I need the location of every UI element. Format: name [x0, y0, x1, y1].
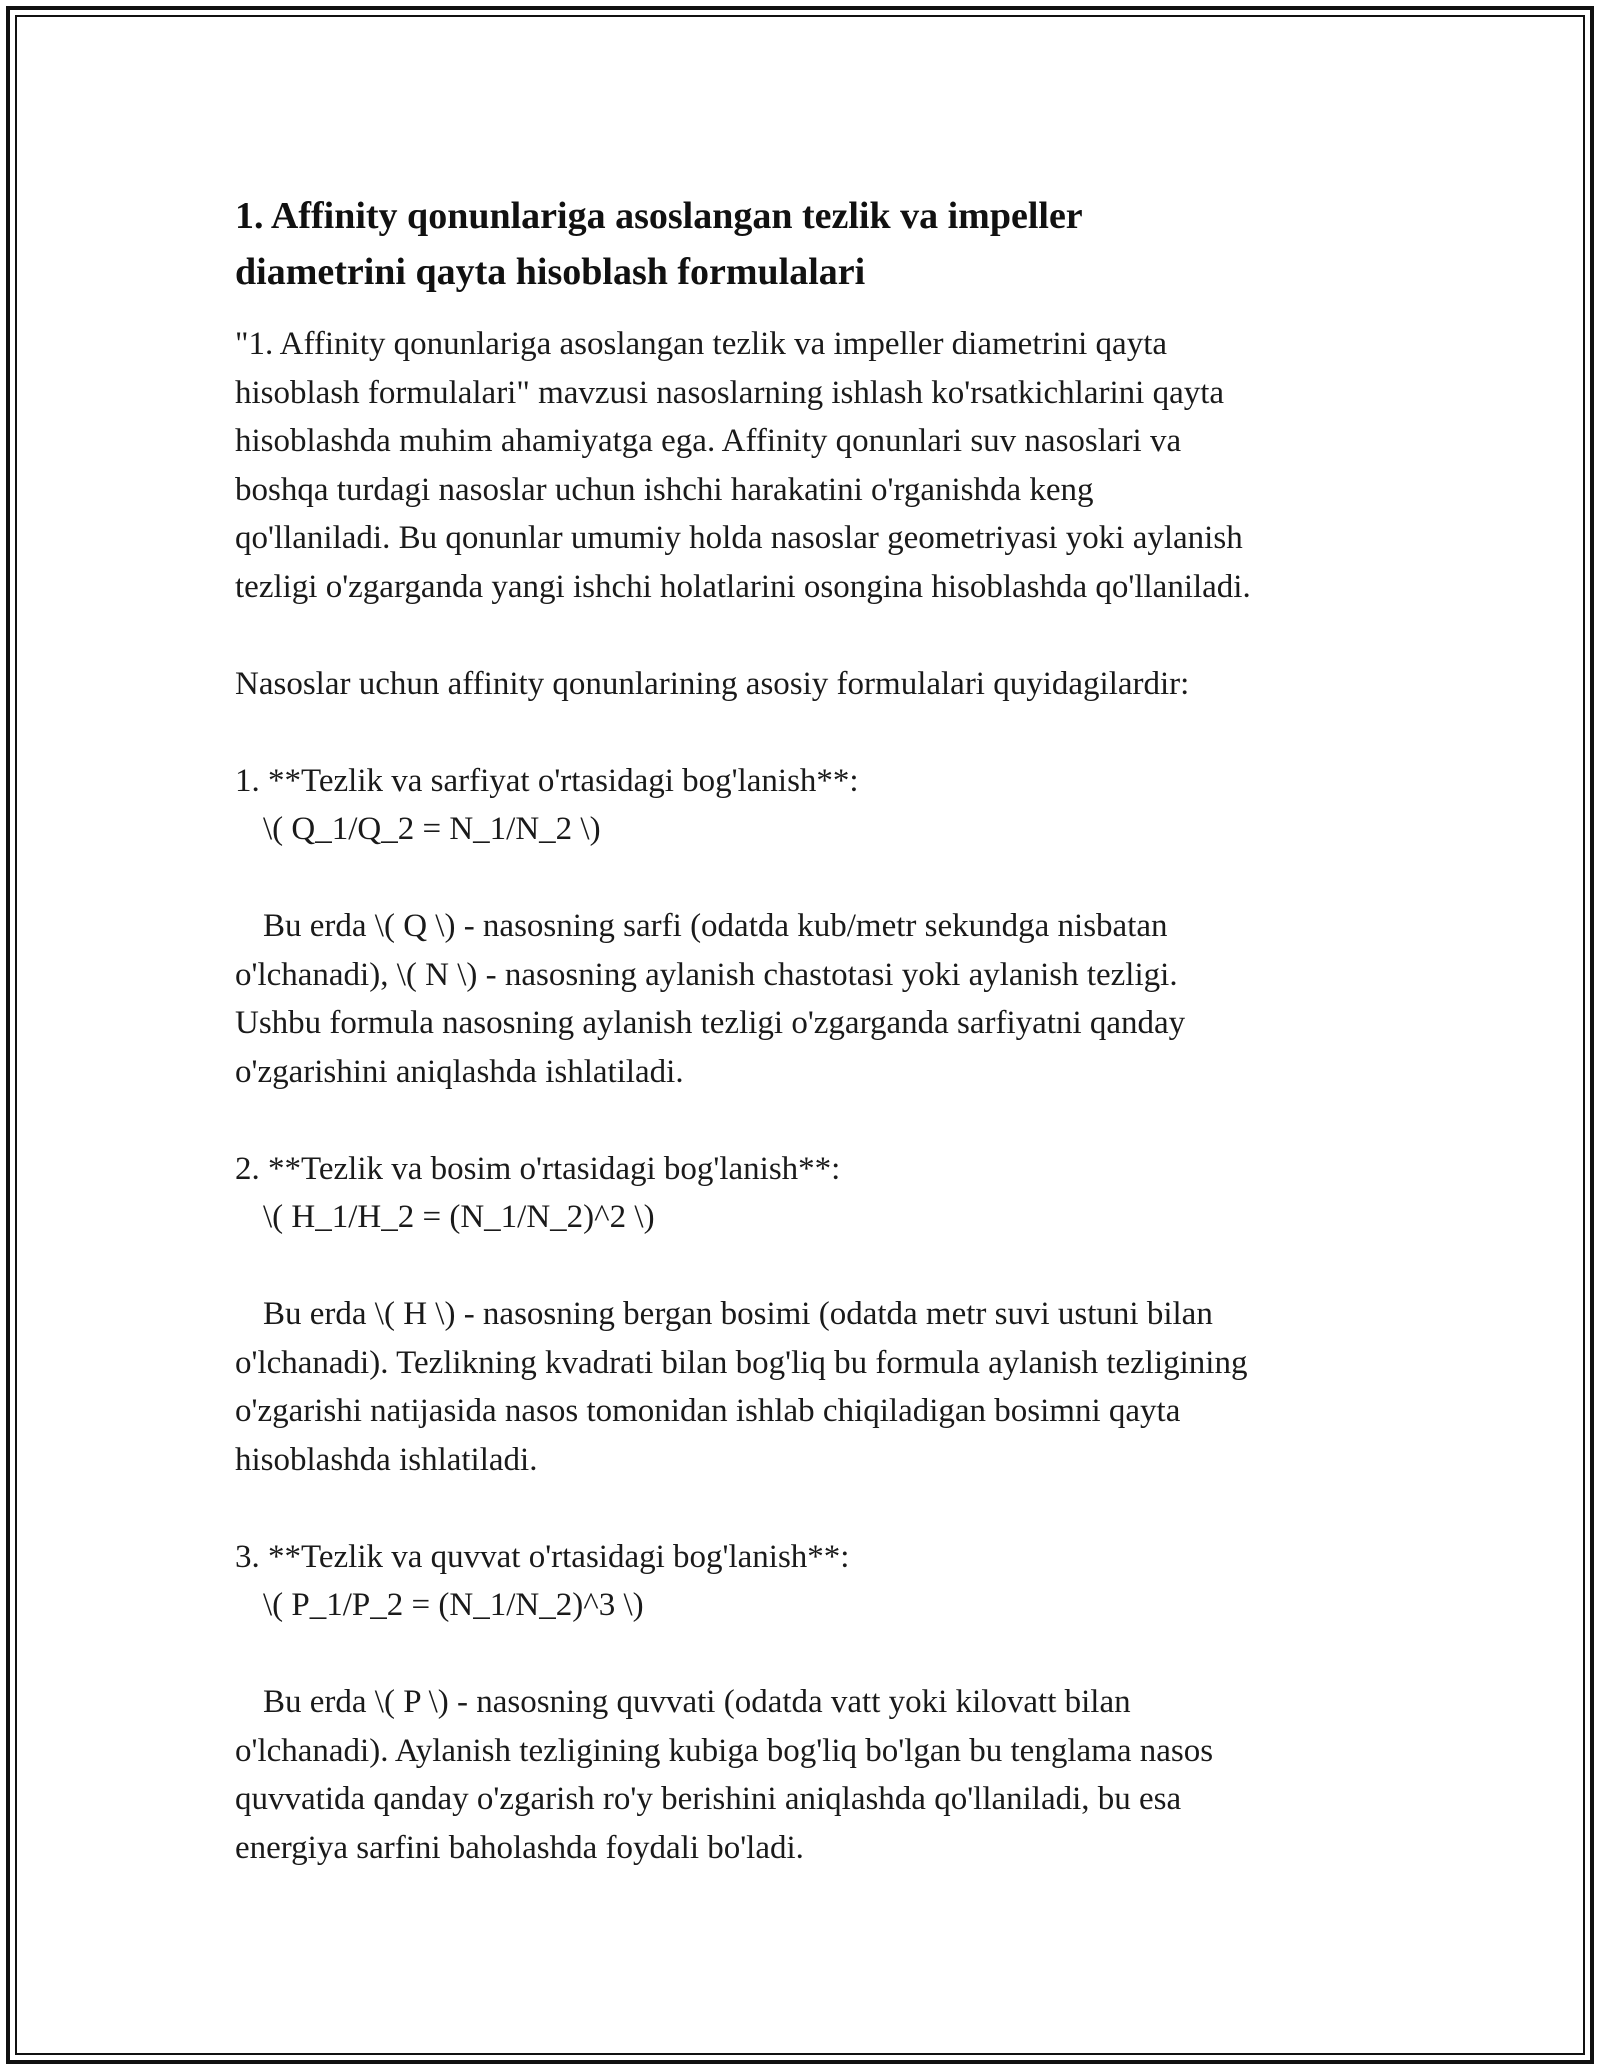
text-line: boshqa turdagi nasoslar uchun ishchi harakatini o'rganishda keng	[235, 471, 1094, 508]
intro-paragraph	[235, 320, 1385, 611]
document-title	[235, 188, 1385, 300]
text-line: o'lchanadi). Tezlikning kvadrati bilan bog'liq bu formula aylanish tezligining	[235, 1344, 1248, 1381]
text-line: hisoblashda muhim ahamiyatga ega. Affinity qonunlari suv nasoslari va	[235, 423, 1182, 459]
text-line: hisoblash formulalari" mavzusi nasoslarning ishlash ko'rsatkichlarini qayta	[235, 374, 1225, 411]
title-line: diametrini qayta hisoblash formulalari	[235, 251, 866, 293]
formula-item-1	[235, 757, 1385, 1097]
formula-heading: 1. **Tezlik va sarfiyat o'rtasidagi bog'lanish**:	[235, 762, 859, 799]
blank-line	[235, 854, 1385, 903]
formula-description-first: Bu erda \( P \) - nasosning quvvati (odatda vatt yoki kilovatt bilan	[263, 1684, 1131, 1720]
formula-expression: \( H_1/H_2 = (N_1/N_2)^2 \)	[263, 1199, 655, 1235]
blank-line	[235, 1484, 1385, 1533]
text-line: qo'llaniladi. Bu qonunlar umumiy holda nasoslar geometriyasi yoki aylanish	[235, 520, 1243, 556]
blank-line	[235, 1630, 1385, 1679]
title-line: 1. Affinity qonunlariga asoslangan tezlik va impeller	[235, 195, 1083, 237]
formula-heading: 3. **Tezlik va quvvat o'rtasidagi bog'lanish**:	[235, 1538, 850, 1575]
blank-line	[235, 708, 1385, 757]
formula-description-first: Bu erda \( H \) - nasosning bergan bosimi (odatda metr suvi ustuni bilan	[263, 1296, 1213, 1332]
blank-line	[235, 1096, 1385, 1145]
formula-item-3	[235, 1533, 1385, 1873]
document-body	[235, 188, 1385, 1872]
text-line: energiya sarfini baholashda foydali bo'ladi.	[235, 1829, 804, 1866]
blank-line	[235, 611, 1385, 660]
lead-paragraph: Nasoslar uchun affinity qonunlarining asosiy formulalari quyidagilardir:	[235, 665, 1190, 702]
text-line: o'lchanadi), \( N \) - nasosning aylanish chastotasi yoki aylanish tezligi.	[235, 956, 1178, 993]
text-line: o'lchanadi). Aylanish tezligining kubiga bog'liq bo'lgan bu tenglama nasos	[235, 1732, 1214, 1769]
text-line: Ushbu formula nasosning aylanish tezligi o'zgarganda sarfiyatni qanday	[235, 1005, 1186, 1041]
formula-expression: \( P_1/P_2 = (N_1/N_2)^3 \)	[263, 1587, 644, 1623]
text-line: o'zgarishi natijasida nasos tomonidan ishlab chiqiladigan bosimni qayta	[235, 1393, 1181, 1429]
text-line: hisoblashda ishlatiladi.	[235, 1441, 538, 1478]
text-line: "1. Affinity qonunlariga asoslangan tezlik va impeller diametrini qayta	[235, 326, 1168, 362]
text-line: quvvatida qanday o'zgarish ro'y berishini aniqlashda qo'llaniladi, bu esa	[235, 1781, 1182, 1817]
formula-heading: 2. **Tezlik va bosim o'rtasidagi bog'lanish**:	[235, 1150, 841, 1187]
text-line: tezligi o'zgarganda yangi ishchi holatlarini osongina hisoblashda qo'llaniladi.	[235, 568, 1251, 605]
formula-description-first: Bu erda \( Q \) - nasosning sarfi (odatda kub/metr sekundga nisbatan	[263, 908, 1168, 944]
formula-expression: \( Q_1/Q_2 = N_1/N_2 \)	[263, 811, 601, 847]
formula-item-2	[235, 1145, 1385, 1485]
text-line: o'zgarishini aniqlashda ishlatiladi.	[235, 1053, 684, 1090]
blank-line	[235, 1242, 1385, 1291]
